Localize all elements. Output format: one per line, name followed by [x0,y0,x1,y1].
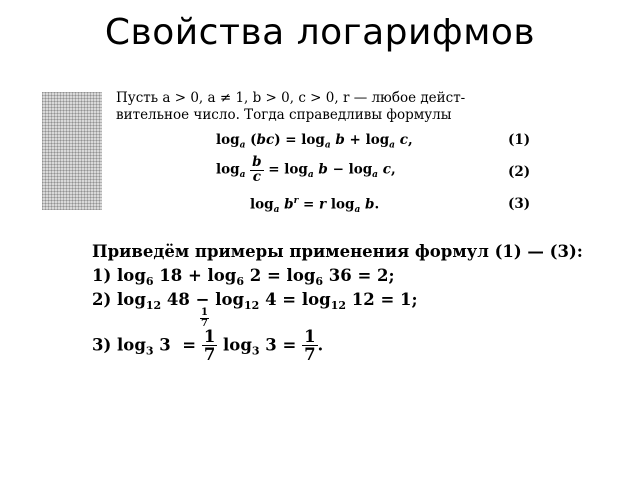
fraction-b-over-c: $\frac{b}{c}$ [252,154,262,185]
example-1: 1) $\log_6 18 + \log_6 2 = \log_6 36 = 2$; [92,266,395,288]
formula-2: $\log_a$ $\frac{b}{c}$ = $\log_a b - \log_a c$, [216,154,396,185]
scan-margin-texture [42,92,102,210]
exponent-fraction-1-7: 1 7 [201,307,208,329]
conditions-line-1: Пусть a > 0, a ≠ 1, b > 0, c > 0, r — любое дейст- [116,90,466,106]
fraction-one-seventh-a: $\frac{1}{7}$ [203,327,216,365]
page-title: Свойства логарифмов [104,12,536,53]
example-2: 2) $\log_{12} 48 - \log_{12} 4 = \log_{12} 12 = 1$; [92,290,418,312]
example-2-label: 2) [92,290,112,309]
formula-3-number: (3) [508,196,531,212]
example-3-label: 3) [92,335,112,355]
conditions-text [116,90,536,124]
fraction-one-seventh-b: $\frac{1}{7}$ [304,327,316,365]
formula-1-number: (1) [508,132,531,148]
formula-3: $\log_a b^r = r$ $\log_a b$. [250,196,380,216]
formula-1: $\log_a (bc) = \log_a b + \log_a c$, [216,132,413,151]
example-1-label: 1) [92,266,112,285]
conditions-line-2: вительное число. Тогда справедливы формулы [116,107,452,123]
example-3: 3) $\log_3 3$ = $\frac{1}{7}$ $\log_3 3$ = $\frac{1}{7}$ . [92,327,324,365]
formula-2-number: (2) [508,164,531,180]
examples-intro: Приведём примеры применения формул (1) — (3): [92,242,583,261]
